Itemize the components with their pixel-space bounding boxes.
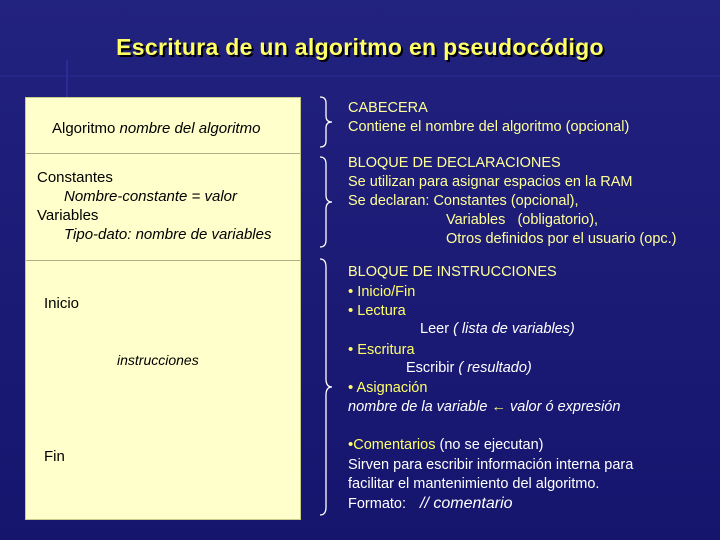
inicio-label: Inicio: [44, 295, 80, 312]
declaraciones-line: Se utilizan para asignar espacios en la RAM: [348, 174, 633, 190]
left-arrow-icon: ←: [491, 399, 506, 415]
format-line: Formato: // comentario: [348, 495, 513, 512]
algorithm-header: [52, 119, 260, 138]
cabecera-description: Contiene el nombre del algoritmo (opcional): [348, 119, 630, 135]
instructions-placeholder: instrucciones: [117, 352, 199, 368]
pseudocode-panel: [25, 97, 301, 520]
bullet-icon: •: [348, 341, 354, 358]
escribir-syntax: Escribir ( resultado): [406, 360, 532, 376]
comentarios-heading: •Comentarios (no se ejecutan): [348, 436, 544, 453]
constant-declaration: Nombre-constante = valor: [64, 188, 237, 205]
list-item: • Escritura: [348, 341, 415, 358]
list-item: • Lectura: [348, 302, 406, 319]
slide-title: Escritura de un algoritmo en pseudocódigo: [116, 34, 604, 60]
variables-label: Variables: [37, 207, 99, 224]
variable-declaration: Tipo-dato: nombre de variables: [64, 226, 272, 243]
algorithm-keyword: Algoritmo: [52, 120, 116, 137]
comment-syntax: // comentario: [420, 495, 513, 512]
bullet-icon: •: [348, 283, 354, 300]
brace-icon: [316, 156, 336, 248]
cabecera-heading: CABECERA: [348, 100, 428, 116]
fin-label: Fin: [44, 448, 65, 465]
declaraciones-heading: BLOQUE DE DECLARACIONES: [348, 155, 561, 171]
instrucciones-heading: BLOQUE DE INSTRUCCIONES: [348, 264, 557, 280]
list-item: • Asignación: [348, 379, 428, 396]
declaraciones-line: Variables (obligatorio),: [446, 212, 599, 228]
declaraciones-line: Otros definidos por el usuario (opc.): [446, 231, 677, 247]
constantes-label: Constantes: [37, 169, 113, 186]
bullet-icon: •: [348, 436, 354, 453]
brace-icon: [316, 258, 336, 516]
brace-icon: [316, 96, 336, 148]
list-item: • Inicio/Fin: [348, 283, 416, 300]
comentarios-line: facilitar el mantenimiento del algoritmo.: [348, 476, 600, 492]
panel-divider: [26, 153, 300, 154]
bullet-icon: •: [348, 379, 354, 396]
decorative-stripe: [66, 60, 68, 100]
declaraciones-line: Se declaran: Constantes (opcional),: [348, 193, 579, 209]
leer-syntax: Leer ( lista de variables): [420, 321, 575, 337]
algorithm-name: nombre del algoritmo: [119, 120, 261, 137]
bullet-icon: •: [348, 302, 354, 319]
comentarios-line: Sirven para escribir información interna para: [348, 457, 634, 473]
panel-divider: [26, 260, 300, 261]
assignment-syntax: nombre de la variable ← valor ó expresión: [348, 399, 621, 415]
decorative-stripe: [0, 75, 720, 77]
